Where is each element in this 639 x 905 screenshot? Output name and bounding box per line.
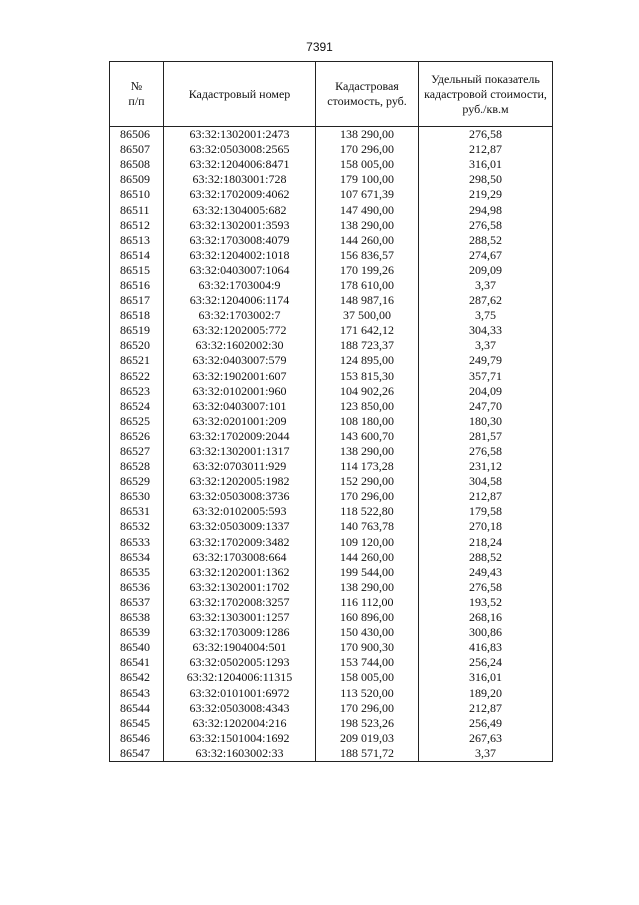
row-num: 86511 — [110, 202, 164, 217]
row-num: 86526 — [110, 429, 164, 444]
row-num: 86537 — [110, 595, 164, 610]
cadastral-value: 107 671,39 — [316, 187, 419, 202]
cadastral-number: 63:32:1703008:4079 — [164, 233, 316, 248]
cadastral-value: 147 490,00 — [316, 202, 419, 217]
table-row — [110, 625, 553, 640]
specific-value: 189,20 — [419, 685, 553, 700]
specific-value: 249,79 — [419, 353, 553, 368]
row-num: 86515 — [110, 263, 164, 278]
table-row — [110, 701, 553, 716]
cadastral-number: 63:32:1303001:1257 — [164, 610, 316, 625]
row-num: 86516 — [110, 278, 164, 293]
table-row — [110, 519, 553, 534]
specific-value: 270,18 — [419, 519, 553, 534]
specific-value: 212,87 — [419, 142, 553, 157]
specific-value: 416,83 — [419, 640, 553, 655]
cadastral-number: 63:32:0503008:2565 — [164, 142, 316, 157]
cadastral-value: 118 522,80 — [316, 504, 419, 519]
table-row — [110, 172, 553, 187]
table-row — [110, 489, 553, 504]
cadastral-number: 63:32:1202005:772 — [164, 323, 316, 338]
specific-value: 3,75 — [419, 308, 553, 323]
row-num: 86506 — [110, 127, 164, 143]
specific-value: 298,50 — [419, 172, 553, 187]
specific-value: 212,87 — [419, 701, 553, 716]
cadastral-value: 170 900,30 — [316, 640, 419, 655]
table-row — [110, 278, 553, 293]
table-row — [110, 444, 553, 459]
cadastral-value: 150 430,00 — [316, 625, 419, 640]
table-row — [110, 338, 553, 353]
specific-value: 281,57 — [419, 429, 553, 444]
row-num: 86538 — [110, 610, 164, 625]
table-row — [110, 746, 553, 762]
row-num: 86518 — [110, 308, 164, 323]
row-num: 86542 — [110, 670, 164, 685]
cadastral-number: 63:32:1703004:9 — [164, 278, 316, 293]
cadastral-value: 113 520,00 — [316, 685, 419, 700]
table-row — [110, 293, 553, 308]
row-num: 86510 — [110, 187, 164, 202]
row-num: 86528 — [110, 459, 164, 474]
table-row — [110, 233, 553, 248]
cadastral-value: 116 112,00 — [316, 595, 419, 610]
table-row — [110, 655, 553, 670]
cadastral-value: 144 260,00 — [316, 233, 419, 248]
cadastral-number: 63:32:0403007:579 — [164, 353, 316, 368]
specific-value: 294,98 — [419, 202, 553, 217]
row-num: 86521 — [110, 353, 164, 368]
specific-value: 219,29 — [419, 187, 553, 202]
cadastral-value: 37 500,00 — [316, 308, 419, 323]
row-num: 86523 — [110, 384, 164, 399]
table-row — [110, 218, 553, 233]
table-row — [110, 474, 553, 489]
cadastral-value: 209 019,03 — [316, 731, 419, 746]
cadastral-value: 160 896,00 — [316, 610, 419, 625]
specific-value: 256,49 — [419, 716, 553, 731]
specific-value: 3,37 — [419, 338, 553, 353]
header-cadastral-value: Кадастровая стоимость, руб. — [316, 62, 419, 127]
cadastral-value: 109 120,00 — [316, 535, 419, 550]
row-num: 86509 — [110, 172, 164, 187]
specific-value: 276,58 — [419, 580, 553, 595]
cadastral-number: 63:32:1302001:1702 — [164, 580, 316, 595]
cadastral-value: 138 290,00 — [316, 444, 419, 459]
row-num: 86543 — [110, 685, 164, 700]
table-row — [110, 716, 553, 731]
cadastral-value: 104 902,26 — [316, 384, 419, 399]
row-num: 86545 — [110, 716, 164, 731]
cadastral-value: 171 642,12 — [316, 323, 419, 338]
cadastral-number: 63:32:1302001:2473 — [164, 127, 316, 143]
row-num: 86546 — [110, 731, 164, 746]
row-num: 86533 — [110, 535, 164, 550]
specific-value: 267,63 — [419, 731, 553, 746]
table-row — [110, 127, 553, 143]
cadastral-number: 63:32:1703008:664 — [164, 550, 316, 565]
specific-value: 3,37 — [419, 746, 553, 762]
cadastral-value: 153 744,00 — [316, 655, 419, 670]
table-row — [110, 459, 553, 474]
cadastral-number: 63:32:0503008:4343 — [164, 701, 316, 716]
header-cadastral-number: Кадастровый номер — [164, 62, 316, 127]
row-num: 86532 — [110, 519, 164, 534]
table-body — [110, 127, 553, 762]
cadastral-number: 63:32:1302001:3593 — [164, 218, 316, 233]
specific-value: 288,52 — [419, 550, 553, 565]
cadastral-value: 124 895,00 — [316, 353, 419, 368]
table-row — [110, 142, 553, 157]
table-row — [110, 670, 553, 685]
cadastral-number: 63:32:1703002:7 — [164, 308, 316, 323]
cadastral-number: 63:32:1904004:501 — [164, 640, 316, 655]
cadastral-value: 188 723,37 — [316, 338, 419, 353]
cadastral-value: 198 523,26 — [316, 716, 419, 731]
row-num: 86529 — [110, 474, 164, 489]
specific-value: 268,16 — [419, 610, 553, 625]
specific-value: 193,52 — [419, 595, 553, 610]
cadastral-number: 63:32:0102005:593 — [164, 504, 316, 519]
cadastral-number: 63:32:0403007:1064 — [164, 263, 316, 278]
cadastral-number: 63:32:0703011:929 — [164, 459, 316, 474]
table-row — [110, 550, 553, 565]
table-row — [110, 353, 553, 368]
cadastral-number: 63:32:1803001:728 — [164, 172, 316, 187]
cadastral-value: 152 290,00 — [316, 474, 419, 489]
specific-value: 276,58 — [419, 444, 553, 459]
row-num: 86512 — [110, 218, 164, 233]
row-num: 86541 — [110, 655, 164, 670]
row-num: 86508 — [110, 157, 164, 172]
table-row — [110, 685, 553, 700]
specific-value: 300,86 — [419, 625, 553, 640]
specific-value: 316,01 — [419, 157, 553, 172]
cadastral-value: 158 005,00 — [316, 670, 419, 685]
specific-value: 276,58 — [419, 218, 553, 233]
specific-value: 3,37 — [419, 278, 553, 293]
cadastral-value: 153 815,30 — [316, 369, 419, 384]
table-row — [110, 187, 553, 202]
cadastral-value: 188 571,72 — [316, 746, 419, 762]
cadastral-number: 63:32:0502005:1293 — [164, 655, 316, 670]
specific-value: 212,87 — [419, 489, 553, 504]
cadastral-value: 114 173,28 — [316, 459, 419, 474]
cadastral-number: 63:32:1702009:4062 — [164, 187, 316, 202]
table-row — [110, 414, 553, 429]
cadastral-value: 148 987,16 — [316, 293, 419, 308]
row-num: 86547 — [110, 746, 164, 762]
specific-value: 357,71 — [419, 369, 553, 384]
cadastral-value: 144 260,00 — [316, 550, 419, 565]
row-num: 86539 — [110, 625, 164, 640]
row-num: 86514 — [110, 248, 164, 263]
cadastral-number: 63:32:1202001:1362 — [164, 565, 316, 580]
cadastral-number: 63:32:1501004:1692 — [164, 731, 316, 746]
row-num: 86527 — [110, 444, 164, 459]
specific-value: 288,52 — [419, 233, 553, 248]
row-num: 86524 — [110, 399, 164, 414]
cadastral-number: 63:32:1703009:1286 — [164, 625, 316, 640]
table-row — [110, 384, 553, 399]
specific-value: 304,58 — [419, 474, 553, 489]
cadastral-number: 63:32:0503009:1337 — [164, 519, 316, 534]
cadastral-number: 63:32:1902001:607 — [164, 369, 316, 384]
table-row — [110, 399, 553, 414]
cadastral-number: 63:32:1302001:1317 — [164, 444, 316, 459]
cadastral-number: 63:32:1702009:2044 — [164, 429, 316, 444]
cadastral-value: 138 290,00 — [316, 127, 419, 143]
row-num: 86530 — [110, 489, 164, 504]
table-row — [110, 504, 553, 519]
table-row — [110, 263, 553, 278]
cadastral-value: 140 763,78 — [316, 519, 419, 534]
specific-value: 304,33 — [419, 323, 553, 338]
cadastral-number: 63:32:1702009:3482 — [164, 535, 316, 550]
header-num: № п/п — [110, 62, 164, 127]
cadastral-value: 170 296,00 — [316, 489, 419, 504]
cadastral-value: 170 296,00 — [316, 701, 419, 716]
table-row — [110, 640, 553, 655]
specific-value: 274,67 — [419, 248, 553, 263]
table-row — [110, 369, 553, 384]
row-num: 86544 — [110, 701, 164, 716]
cadastral-number: 63:32:0102001:960 — [164, 384, 316, 399]
specific-value: 179,58 — [419, 504, 553, 519]
specific-value: 247,70 — [419, 399, 553, 414]
specific-value: 204,09 — [419, 384, 553, 399]
cadastral-number: 63:32:1602002:30 — [164, 338, 316, 353]
cadastral-number: 63:32:1204006:1174 — [164, 293, 316, 308]
table-row — [110, 535, 553, 550]
cadastral-value: 179 100,00 — [316, 172, 419, 187]
cadastral-value: 108 180,00 — [316, 414, 419, 429]
specific-value: 218,24 — [419, 535, 553, 550]
table-row — [110, 157, 553, 172]
cadastral-value: 158 005,00 — [316, 157, 419, 172]
row-num: 86536 — [110, 580, 164, 595]
row-num: 86522 — [110, 369, 164, 384]
row-num: 86517 — [110, 293, 164, 308]
header-specific-value: Удельный показатель кадастровой стоимости, руб./кв.м — [419, 62, 553, 127]
specific-value: 287,62 — [419, 293, 553, 308]
row-num: 86513 — [110, 233, 164, 248]
table-row — [110, 323, 553, 338]
specific-value: 209,09 — [419, 263, 553, 278]
specific-value: 276,58 — [419, 127, 553, 143]
cadastral-value: 138 290,00 — [316, 580, 419, 595]
table-row — [110, 308, 553, 323]
cadastral-number: 63:32:1702008:3257 — [164, 595, 316, 610]
cadastral-number: 63:32:0403007:101 — [164, 399, 316, 414]
cadastral-number: 63:32:1603002:33 — [164, 746, 316, 762]
table-row — [110, 565, 553, 580]
table-row — [110, 248, 553, 263]
page-number: 7391 — [306, 40, 333, 54]
cadastral-number: 63:32:1204002:1018 — [164, 248, 316, 263]
table-row — [110, 595, 553, 610]
cadastral-value: 178 610,00 — [316, 278, 419, 293]
row-num: 86520 — [110, 338, 164, 353]
cadastral-number: 63:32:1204006:8471 — [164, 157, 316, 172]
row-num: 86519 — [110, 323, 164, 338]
specific-value: 256,24 — [419, 655, 553, 670]
specific-value: 316,01 — [419, 670, 553, 685]
row-num: 86540 — [110, 640, 164, 655]
cadastral-number: 63:32:0201001:209 — [164, 414, 316, 429]
cadastral-number: 63:32:1204006:11315 — [164, 670, 316, 685]
cadastral-value: 170 199,26 — [316, 263, 419, 278]
cadastral-number: 63:32:0503008:3736 — [164, 489, 316, 504]
cadastral-number: 63:32:1202004:216 — [164, 716, 316, 731]
table-row — [110, 429, 553, 444]
specific-value: 249,43 — [419, 565, 553, 580]
cadastral-number: 63:32:1202005:1982 — [164, 474, 316, 489]
cadastral-value: 199 544,00 — [316, 565, 419, 580]
row-num: 86534 — [110, 550, 164, 565]
specific-value: 180,30 — [419, 414, 553, 429]
specific-value: 231,12 — [419, 459, 553, 474]
row-num: 86535 — [110, 565, 164, 580]
cadastral-table — [109, 61, 553, 762]
table-header-row — [110, 62, 553, 127]
row-num: 86507 — [110, 142, 164, 157]
table-row — [110, 580, 553, 595]
table-row — [110, 731, 553, 746]
table-row — [110, 202, 553, 217]
table-row — [110, 610, 553, 625]
cadastral-value: 156 836,57 — [316, 248, 419, 263]
cadastral-value: 138 290,00 — [316, 218, 419, 233]
cadastral-value: 170 296,00 — [316, 142, 419, 157]
cadastral-value: 143 600,70 — [316, 429, 419, 444]
row-num: 86531 — [110, 504, 164, 519]
cadastral-number: 63:32:1304005:682 — [164, 202, 316, 217]
row-num: 86525 — [110, 414, 164, 429]
cadastral-value: 123 850,00 — [316, 399, 419, 414]
cadastral-number: 63:32:0101001:6972 — [164, 685, 316, 700]
